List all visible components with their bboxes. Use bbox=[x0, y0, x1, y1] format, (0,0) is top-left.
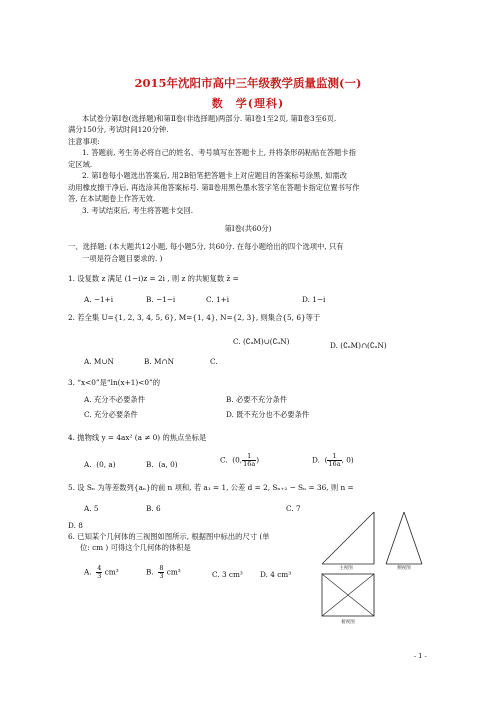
section-heading: 第Ⅰ卷(共60分) bbox=[224, 224, 272, 233]
q6-option-a-label: A. bbox=[84, 567, 92, 577]
q6-option-a-fraction bbox=[96, 565, 102, 580]
question-6-stem: 位: cm ) 可得这个几何体的体积是 bbox=[80, 543, 191, 552]
intro-line: 注意事项: bbox=[68, 137, 100, 146]
fraction-denominator: 16a bbox=[328, 460, 341, 468]
question-3-stem: 3. “x<0”是“ln(x+1)<0”的 bbox=[68, 378, 161, 387]
fraction-numerator: 4 bbox=[97, 564, 102, 572]
intro-line: 定区域. bbox=[68, 160, 93, 169]
side-view bbox=[386, 512, 422, 571]
top-view bbox=[322, 574, 374, 625]
question-5-stem: 5. 设 Sₙ 为等差数列{aₙ}的前 n 项和, 若 a₁ = 1, 公差 d = 2, Sₙ₊₂ − Sₙ = 36, 则 n = bbox=[68, 483, 354, 492]
front-view-label: 主视图 bbox=[339, 566, 353, 571]
q4-option-d-label: D. bbox=[312, 455, 320, 465]
q4-option-d-close: , 0) bbox=[341, 455, 354, 465]
q6-option-b-label: B. bbox=[146, 567, 154, 577]
q3-option-a: A. 充分不必要条件 bbox=[84, 395, 145, 404]
intro-line: 本试卷分第Ⅰ卷(选择题)和第Ⅱ卷(非选择题)两部分. 第Ⅰ卷1至2页, 第Ⅱ卷3至6页. bbox=[82, 114, 337, 123]
question-6-stem: 6. 已知某个几何体的三视图如图所示, 根据图中标出的尺寸 (单 bbox=[68, 532, 270, 541]
question-1-stem: 1. 设复数 z 满足 (1−i)z = 2i , 则 z 的共轭复数 z̄ = bbox=[68, 274, 239, 283]
q4-option-b-label: B. bbox=[146, 460, 154, 469]
section-instruction: 一项是符合题目要求的. ) bbox=[82, 254, 163, 263]
intro-line: 满分150分, 考试时间120分钟. bbox=[68, 125, 169, 134]
section-instruction: 一、选择题: (本大题共12小题, 每小题5分, 共60分. 在每小题给出的四个选项中, 只有 bbox=[68, 242, 344, 251]
q3-option-b: B. 必要不充分条件 bbox=[226, 395, 288, 404]
fraction-denominator: 3 bbox=[159, 572, 164, 580]
q4-option-c-fraction bbox=[242, 453, 256, 468]
intro-line: 3. 考试结束后, 考生将答题卡交回. bbox=[82, 206, 194, 215]
q4-option-a-value: (0, a) bbox=[96, 460, 116, 469]
q5-option-a: A. 5 bbox=[84, 504, 99, 513]
q4-option-b-value: (a, 0) bbox=[158, 460, 178, 469]
fraction-denominator: 3 bbox=[97, 572, 102, 580]
fraction-numerator: 1 bbox=[242, 453, 256, 461]
q1-option-a: A. −1+i bbox=[84, 295, 114, 304]
exam-subtitle: 数 学(理科) bbox=[211, 97, 285, 110]
intro-line: 2. 第Ⅰ卷每小题选出答案后, 用2B铅笔把答题卡上对应题目的答案标号涂黑, 如需改 bbox=[82, 171, 347, 180]
fraction-denominator: 16a bbox=[243, 460, 256, 468]
q6-option-a-unit: cm³ bbox=[104, 567, 119, 577]
fraction-numerator: 8 bbox=[159, 564, 164, 572]
q5-option-b: B. 6 bbox=[146, 504, 161, 513]
q3-option-d: D. 既不充分也不必要条件 bbox=[226, 410, 310, 419]
intro-line: 答, 在本试题卷上作答无效. bbox=[68, 194, 156, 203]
q2-option-c-expression: C. (∁ᵤM)∪(∁ᵤN) bbox=[233, 337, 290, 346]
q4-option-d-fraction bbox=[324, 452, 341, 468]
front-view bbox=[322, 512, 374, 571]
q5-option-c: C. 7 bbox=[286, 504, 301, 513]
q2-option-d: D. (∁ᵤM)∩(∁ᵤN) bbox=[330, 341, 387, 350]
q3-option-c: C. 充分必要条件 bbox=[84, 410, 138, 419]
page-number: - 1 - bbox=[414, 652, 427, 660]
intro-line: 1. 答题前, 考生务必将自己的姓名、考号填写在答题卡上, 并将条形码粘贴在答题卡指 bbox=[82, 148, 356, 157]
q2-option-b: B. M∩N bbox=[144, 357, 174, 366]
q4-option-d-open: ( bbox=[324, 455, 328, 465]
q6-option-b-fraction bbox=[158, 565, 164, 580]
q5-option-d: D. 8 bbox=[68, 521, 83, 530]
q4-option-c bbox=[220, 453, 259, 468]
question-4-stem: 4. 抛物线 y = 4ax² (a ≠ 0) 的焦点坐标是 bbox=[68, 433, 207, 442]
exam-title: 2015年沈阳市高中三年级教学质量监测(一) bbox=[134, 76, 362, 90]
q6-option-d: D. 4 cm³ bbox=[260, 570, 292, 579]
q6-option-b-unit: cm³ bbox=[166, 567, 181, 577]
q4-option-a-label: A. bbox=[84, 460, 92, 469]
q6-option-c: C. 3 cm³ bbox=[212, 570, 243, 579]
q1-option-b: B. −1−i bbox=[146, 295, 176, 304]
fraction-numerator: 1 bbox=[327, 453, 341, 461]
top-view-label: 俯视图 bbox=[341, 620, 355, 625]
q2-option-a: A. M∪N bbox=[84, 357, 114, 366]
q4-option-c-open: (0, bbox=[232, 455, 243, 465]
q2-option-c-label: C. bbox=[210, 357, 218, 366]
q1-option-d: D. 1−i bbox=[302, 295, 326, 304]
three-view-figure bbox=[318, 500, 428, 630]
intro-line: 动用橡皮擦干净后, 再选涂其他答案标号. 第Ⅱ卷用黑色墨水签字笔在答题卡指定位置书写作 bbox=[68, 183, 360, 192]
q1-option-c: C. 1+i bbox=[206, 295, 230, 304]
q6-option-b bbox=[146, 565, 181, 580]
q4-option-d bbox=[312, 453, 354, 468]
question-2-stem: 2. 若全集 U={1, 2, 3, 4, 5, 6}, M={1, 4}, N={2, 3}, 则集合{5, 6}等于 bbox=[68, 313, 321, 322]
q4-option-c-label: C. bbox=[220, 455, 228, 465]
side-view-label: 侧视图 bbox=[397, 566, 411, 571]
q6-option-a bbox=[84, 565, 119, 580]
q4-option-a bbox=[84, 460, 116, 469]
q4-option-b bbox=[146, 460, 178, 469]
q4-option-c-close: ) bbox=[256, 455, 260, 465]
